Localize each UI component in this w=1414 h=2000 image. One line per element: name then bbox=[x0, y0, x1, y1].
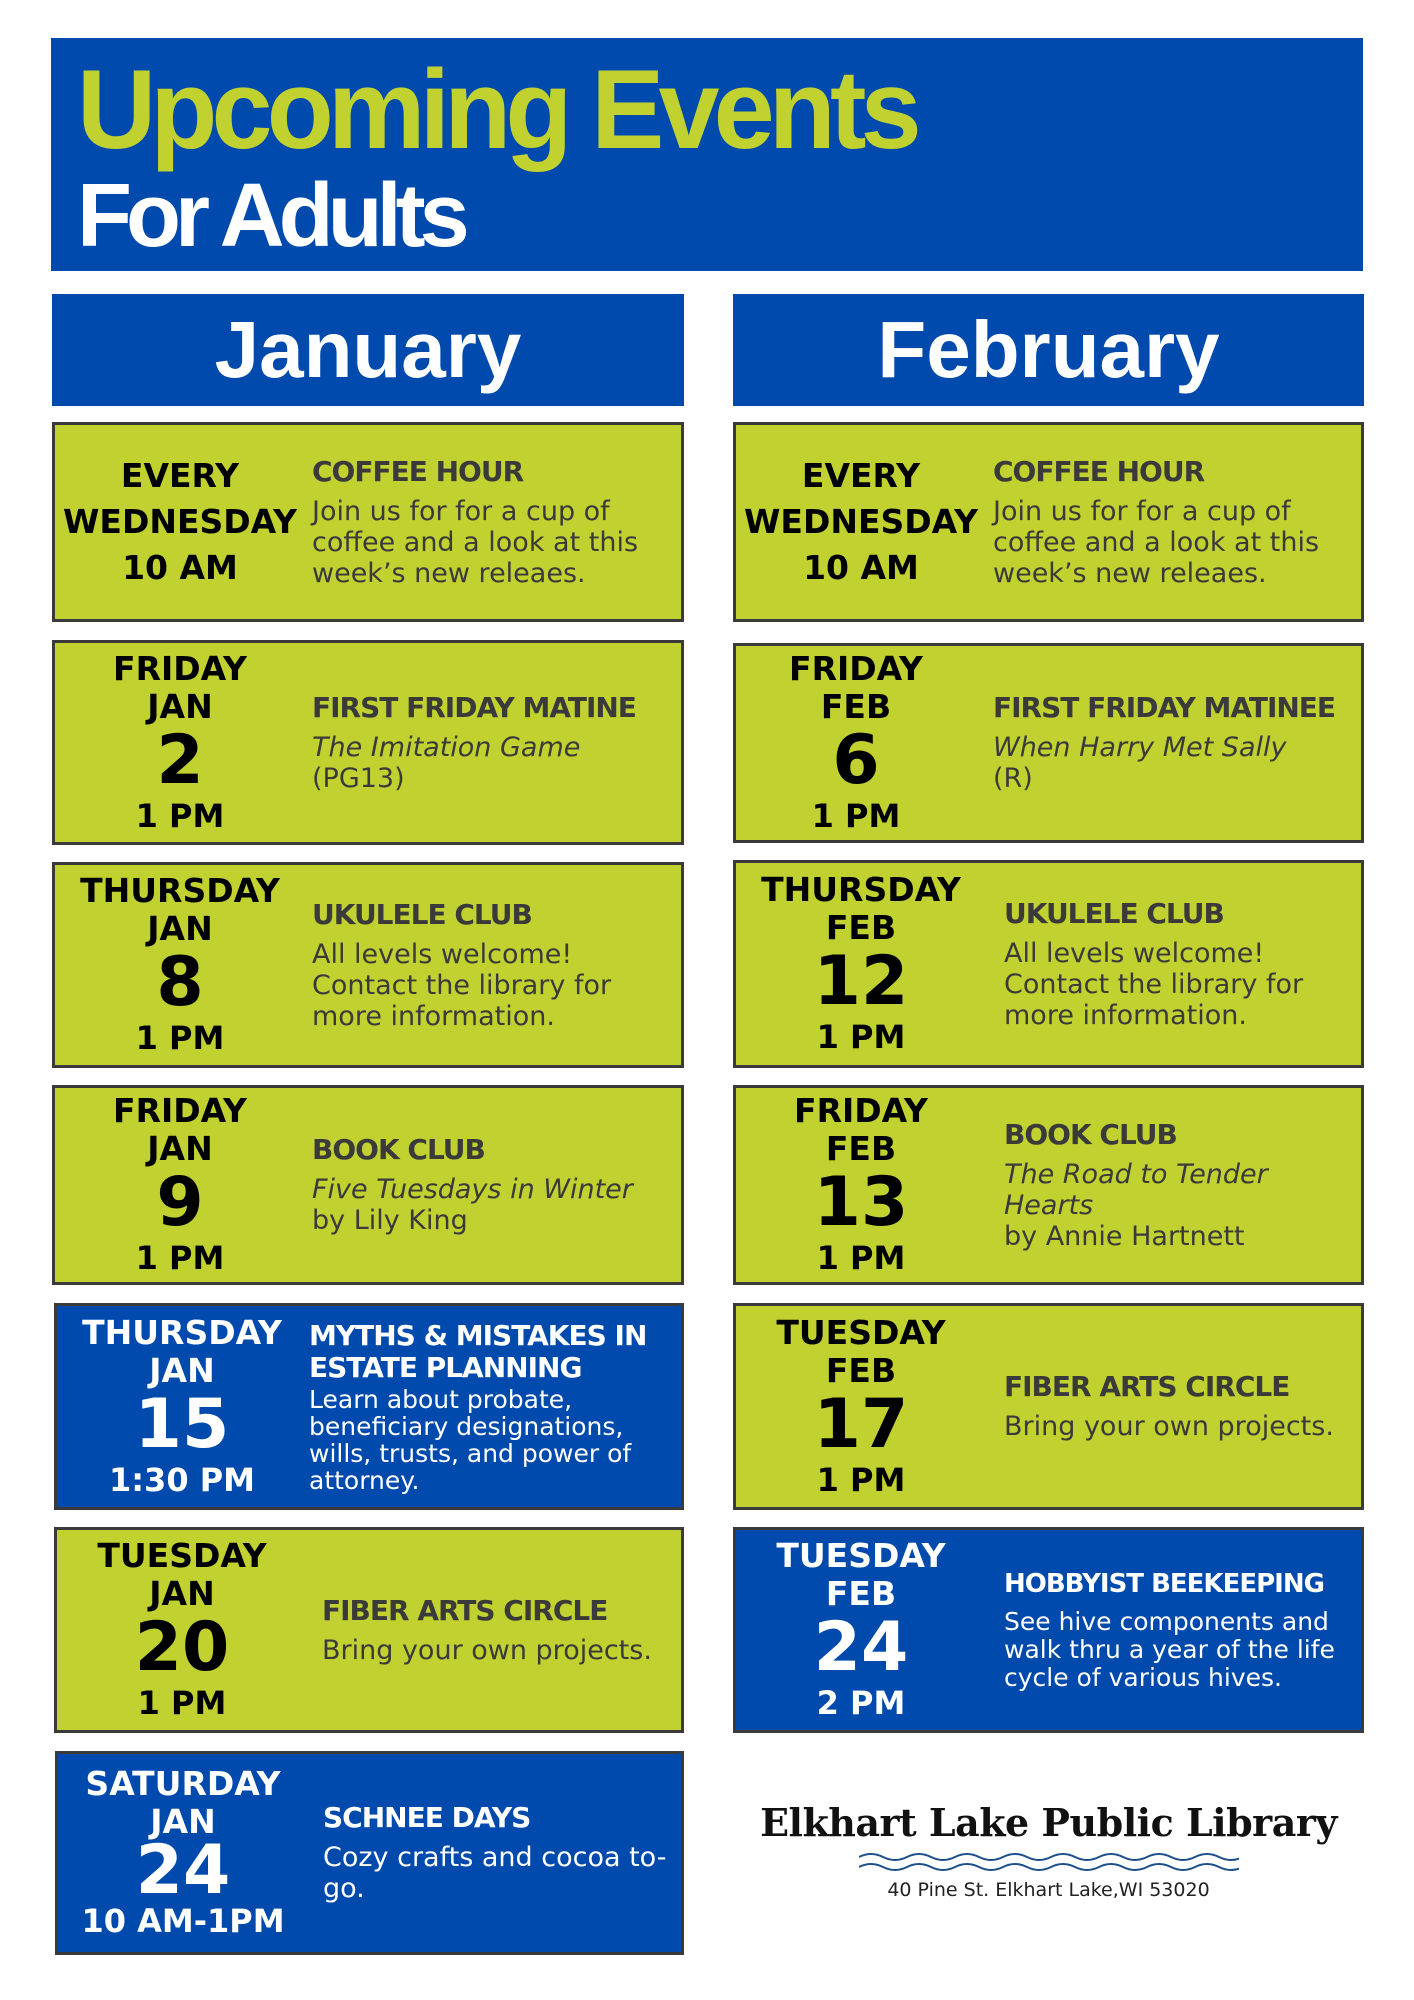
event-info bbox=[312, 1088, 669, 1282]
event-description: Cozy crafts and cocoa to-go. bbox=[323, 1842, 667, 1904]
event-weekday: TUESDAY bbox=[776, 1536, 946, 1575]
month-header-february: February bbox=[733, 294, 1364, 406]
event-description: Bring your own projects. bbox=[322, 1634, 652, 1666]
waves-icon bbox=[859, 1851, 1239, 1873]
event-date bbox=[736, 1530, 986, 1730]
event-description bbox=[1004, 1159, 1349, 1252]
event-date bbox=[736, 863, 986, 1065]
event-weekday: THURSDAY bbox=[80, 871, 280, 910]
event-day: 17 bbox=[813, 1384, 909, 1464]
film-title: When Harry Met Sally bbox=[993, 732, 1287, 763]
event-title: COFFEE HOUR bbox=[993, 454, 1205, 488]
event-month: FEB bbox=[825, 1350, 897, 1390]
event-day: 9 bbox=[156, 1163, 204, 1242]
event-date bbox=[58, 1754, 308, 1952]
event-day: 12 bbox=[813, 942, 909, 1021]
event-weekday: TUESDAY bbox=[776, 1312, 946, 1352]
book-title: Five Tuesdays in Winter bbox=[312, 1174, 633, 1205]
film-rating: (R) bbox=[993, 763, 1033, 794]
event-time: 1 PM bbox=[135, 796, 225, 835]
event-day: 8 bbox=[156, 943, 204, 1022]
event-time: 1 PM bbox=[816, 1239, 906, 1277]
month-header-january: January bbox=[52, 294, 684, 406]
event-card-feb-coffee-hour bbox=[733, 422, 1364, 622]
event-day: 6 bbox=[832, 721, 880, 800]
event-day: 2 bbox=[156, 720, 204, 800]
event-title: HOBBYIST BEEKEEPING bbox=[1004, 1569, 1324, 1599]
page-subtitle: For Adults bbox=[77, 166, 464, 266]
event-date bbox=[55, 1088, 305, 1282]
event-date bbox=[57, 1530, 307, 1730]
event-time: 1:30 PM bbox=[108, 1460, 256, 1499]
event-weekday: SATURDAY bbox=[85, 1764, 281, 1803]
event-title: BOOK CLUB bbox=[312, 1133, 485, 1166]
event-time: 1 PM bbox=[816, 1460, 906, 1499]
event-date bbox=[57, 1306, 307, 1507]
event-card-jan-2 bbox=[52, 640, 684, 845]
page-title: Upcoming Events bbox=[77, 47, 916, 172]
event-time: 1 PM bbox=[816, 1018, 906, 1056]
event-title: COFFEE HOUR bbox=[312, 454, 524, 488]
event-month: JAN bbox=[147, 909, 213, 948]
event-date bbox=[736, 1088, 986, 1282]
event-description: Bring your own projects. bbox=[1004, 1411, 1334, 1442]
event-day: 13 bbox=[813, 1163, 909, 1242]
event-title: MYTHS & MISTAKES IN ESTATE PLANNING bbox=[309, 1318, 647, 1384]
event-day: 15 bbox=[134, 1384, 230, 1464]
event-info bbox=[323, 1754, 669, 1952]
event-month: JAN bbox=[149, 1574, 215, 1613]
event-month: JAN bbox=[150, 1802, 216, 1841]
event-title: FIRST FRIDAY MATINE bbox=[312, 690, 636, 724]
event-weekday: THURSDAY bbox=[82, 1312, 282, 1352]
event-description: Learn about probate, beneficiary designations, wills, trusts, and power of attorney. bbox=[309, 1384, 632, 1495]
event-info bbox=[993, 425, 1349, 619]
event-time: 10 AM bbox=[803, 548, 919, 587]
event-description: Join us for for a cup of coffee and a look at this week’s new releaes. bbox=[312, 495, 639, 589]
event-card-feb-17 bbox=[733, 1303, 1364, 1510]
event-time: 10 AM-1PM bbox=[81, 1902, 285, 1940]
event-date bbox=[55, 643, 305, 842]
event-month: FEB bbox=[825, 1129, 897, 1168]
event-time: 1 PM bbox=[135, 1019, 225, 1057]
event-weekday: WEDNESDAY bbox=[63, 502, 297, 541]
event-description: Join us for for a cup of coffee and a look at this week’s new releaes. bbox=[993, 495, 1320, 589]
event-card-feb-12 bbox=[733, 860, 1364, 1068]
event-card-jan-9 bbox=[52, 1085, 684, 1285]
event-weekday: THURSDAY bbox=[761, 870, 961, 909]
film-title: The Imitation Game bbox=[312, 731, 581, 763]
event-card-jan-coffee-hour bbox=[52, 422, 684, 622]
event-date bbox=[736, 425, 986, 619]
event-info bbox=[312, 643, 669, 842]
event-card-feb-13 bbox=[733, 1085, 1364, 1285]
event-date bbox=[736, 1306, 986, 1507]
event-weekday: EVERY bbox=[801, 456, 921, 495]
event-title: SCHNEE DAYS bbox=[323, 1801, 531, 1834]
event-weekday: WEDNESDAY bbox=[744, 502, 978, 541]
event-month: JAN bbox=[149, 1350, 215, 1390]
event-card-jan-20 bbox=[54, 1527, 684, 1733]
event-day: 24 bbox=[813, 1608, 909, 1687]
event-day: 20 bbox=[134, 1608, 230, 1687]
event-month: JAN bbox=[147, 686, 213, 726]
event-info bbox=[312, 425, 669, 619]
event-info bbox=[1004, 1088, 1349, 1282]
event-info bbox=[1004, 1306, 1349, 1507]
event-weekday: FRIDAY bbox=[794, 1091, 928, 1130]
event-info bbox=[1004, 863, 1349, 1065]
event-month: FEB bbox=[825, 908, 897, 947]
event-time: 1 PM bbox=[135, 1239, 225, 1277]
event-description: All levels welcome! Contact the library for more information. bbox=[312, 938, 612, 1032]
event-card-jan-24 bbox=[55, 1751, 684, 1955]
event-description: All levels welcome! Contact the library for more information. bbox=[1004, 937, 1304, 1031]
event-info bbox=[1004, 1530, 1349, 1730]
event-info bbox=[993, 646, 1349, 840]
header-banner bbox=[51, 38, 1363, 271]
event-weekday: TUESDAY bbox=[97, 1536, 267, 1575]
event-time: 1 PM bbox=[811, 797, 901, 835]
book-title: The Road to Tender Hearts bbox=[1004, 1158, 1268, 1221]
event-time: 10 AM bbox=[122, 548, 238, 587]
event-month: FEB bbox=[820, 687, 892, 726]
event-info bbox=[312, 865, 669, 1065]
event-weekday: EVERY bbox=[120, 456, 240, 495]
event-description bbox=[993, 732, 1349, 794]
event-time: 2 PM bbox=[816, 1684, 906, 1722]
book-author: by Lily King bbox=[312, 1205, 468, 1236]
event-info bbox=[322, 1530, 669, 1730]
event-weekday: FRIDAY bbox=[113, 648, 247, 688]
event-card-jan-15 bbox=[54, 1303, 684, 1510]
event-card-feb-24 bbox=[733, 1527, 1364, 1733]
event-title: FIBER ARTS CIRCLE bbox=[1004, 1370, 1290, 1403]
event-card-jan-8 bbox=[52, 862, 684, 1068]
event-weekday: FRIDAY bbox=[113, 1091, 247, 1130]
library-address: 40 Pine St. Elkhart Lake,WI 53020 bbox=[887, 1879, 1210, 1901]
event-time: 1 PM bbox=[137, 1684, 227, 1722]
event-title: BOOK CLUB bbox=[1004, 1117, 1177, 1151]
event-weekday: FRIDAY bbox=[789, 649, 923, 688]
event-date bbox=[55, 425, 305, 619]
library-footer bbox=[733, 1800, 1364, 1901]
event-info bbox=[309, 1306, 669, 1507]
library-logo-name: Elkhart Lake Public Library bbox=[760, 1800, 1337, 1845]
event-card-feb-6 bbox=[733, 643, 1364, 843]
event-date bbox=[736, 646, 976, 840]
event-date bbox=[55, 865, 305, 1065]
event-description: See hive components and walk thru a year of the life cycle of various hives. bbox=[1004, 1607, 1335, 1692]
event-title: UKULELE CLUB bbox=[312, 897, 532, 931]
event-month: JAN bbox=[147, 1129, 213, 1168]
event-month: FEB bbox=[825, 1574, 897, 1613]
book-author: by Annie Hartnett bbox=[1004, 1220, 1245, 1252]
film-rating: (PG13) bbox=[312, 762, 405, 794]
event-day: 24 bbox=[135, 1831, 231, 1910]
event-description bbox=[312, 1174, 669, 1236]
event-description bbox=[312, 732, 669, 794]
event-title: FIBER ARTS CIRCLE bbox=[322, 1593, 608, 1627]
event-title: FIRST FRIDAY MATINEE bbox=[993, 691, 1336, 724]
event-title: UKULELE CLUB bbox=[1004, 896, 1224, 930]
